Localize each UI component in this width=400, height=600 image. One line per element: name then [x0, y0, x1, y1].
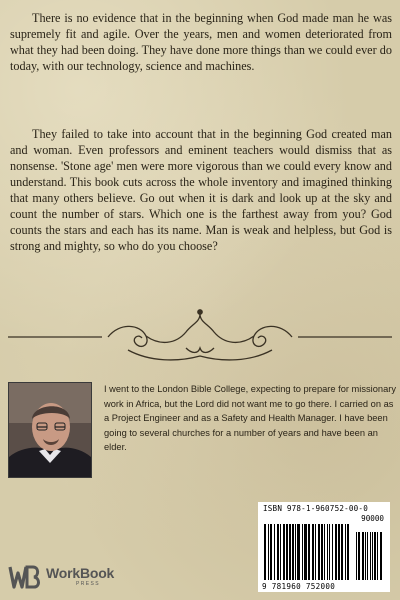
- isbn-barcode: [258, 502, 390, 592]
- barcode-bar: [324, 524, 325, 580]
- barcode-bar: [338, 524, 340, 580]
- barcode-bar: [304, 524, 307, 580]
- barcode-bars: [262, 524, 386, 582]
- author-bio: I went to the London Bible College, expecting to prepare for missionary work in Africa, but the Lord did not want me to go there. I carried on as a Project Engineer and as a Safety and Health Manager. I have been going to several churches for a number of years and have been an elder.: [104, 384, 396, 452]
- barcode-bar: [297, 524, 300, 580]
- barcode-bar: [312, 524, 314, 580]
- barcode-bar: [345, 524, 346, 580]
- barcode-bar: [327, 524, 328, 580]
- publisher-sub: PRESS: [76, 581, 100, 587]
- addon-bar: [374, 532, 376, 580]
- flourish-divider: [0, 302, 400, 372]
- barcode-bar: [289, 524, 291, 580]
- barcode-bar: [295, 524, 296, 580]
- barcode-bar: [268, 524, 269, 580]
- barcode-bar: [308, 524, 310, 580]
- wb-logo-icon: [8, 565, 42, 591]
- barcode-bar: [332, 524, 333, 580]
- addon-bar: [380, 532, 382, 580]
- addon-bar: [358, 532, 360, 580]
- publisher-name: WorkBook: [46, 565, 115, 581]
- barcode-bar: [280, 524, 281, 580]
- barcode-bar: [274, 524, 275, 580]
- addon-bar: [367, 532, 368, 580]
- barcode-bar: [315, 524, 316, 580]
- publisher-logo: [8, 565, 158, 595]
- description-paragraph-2: They failed to take into account that in the beginning God created man and woman. Even professors and eminent teachers would dismiss that as nonsense. 'Stone age' men were more vigorous than we could every know and understand. This book cuts across the whole inventory and imagined thinking that many others believe. Go out when it is dark and look up at the sky and count the number of stars. Which one is the farthest away from you? God counts the stars and each has its name. Man is weak and helpless, but God is strong and mighty, so who do you choose?: [10, 127, 392, 253]
- author-photo: [8, 382, 92, 478]
- barcode-bar: [329, 524, 330, 580]
- barcode-bar: [335, 524, 337, 580]
- barcode-bar: [264, 524, 266, 580]
- addon-price: 90000: [361, 514, 384, 523]
- isbn-label: ISBN 978-1-960752-00-0: [263, 504, 368, 513]
- barcode-bar: [270, 524, 272, 580]
- addon-bar: [356, 532, 357, 580]
- barcode-bar: [302, 524, 303, 580]
- addon-bar: [372, 532, 373, 580]
- addon-bar: [362, 532, 364, 580]
- ean-digits: 9 781960 752000: [262, 582, 336, 591]
- barcode-bar: [277, 524, 279, 580]
- barcode-bar: [286, 524, 288, 580]
- barcode-bar: [283, 524, 285, 580]
- barcode-bar: [341, 524, 343, 580]
- addon-bar: [365, 532, 366, 580]
- barcode-bar: [347, 524, 349, 580]
- barcode-bar: [318, 524, 320, 580]
- addon-bar: [370, 532, 371, 580]
- description-paragraph-1: There is no evidence that in the beginning when God made man he was supremely fit and agile. Over the years, men and women deteriorated from what they had been doing. They have done more things than we could ever do today, with our technology, science and machines.: [10, 11, 392, 73]
- barcode-bar: [321, 524, 323, 580]
- barcode-bar: [292, 524, 294, 580]
- addon-bar: [377, 532, 378, 580]
